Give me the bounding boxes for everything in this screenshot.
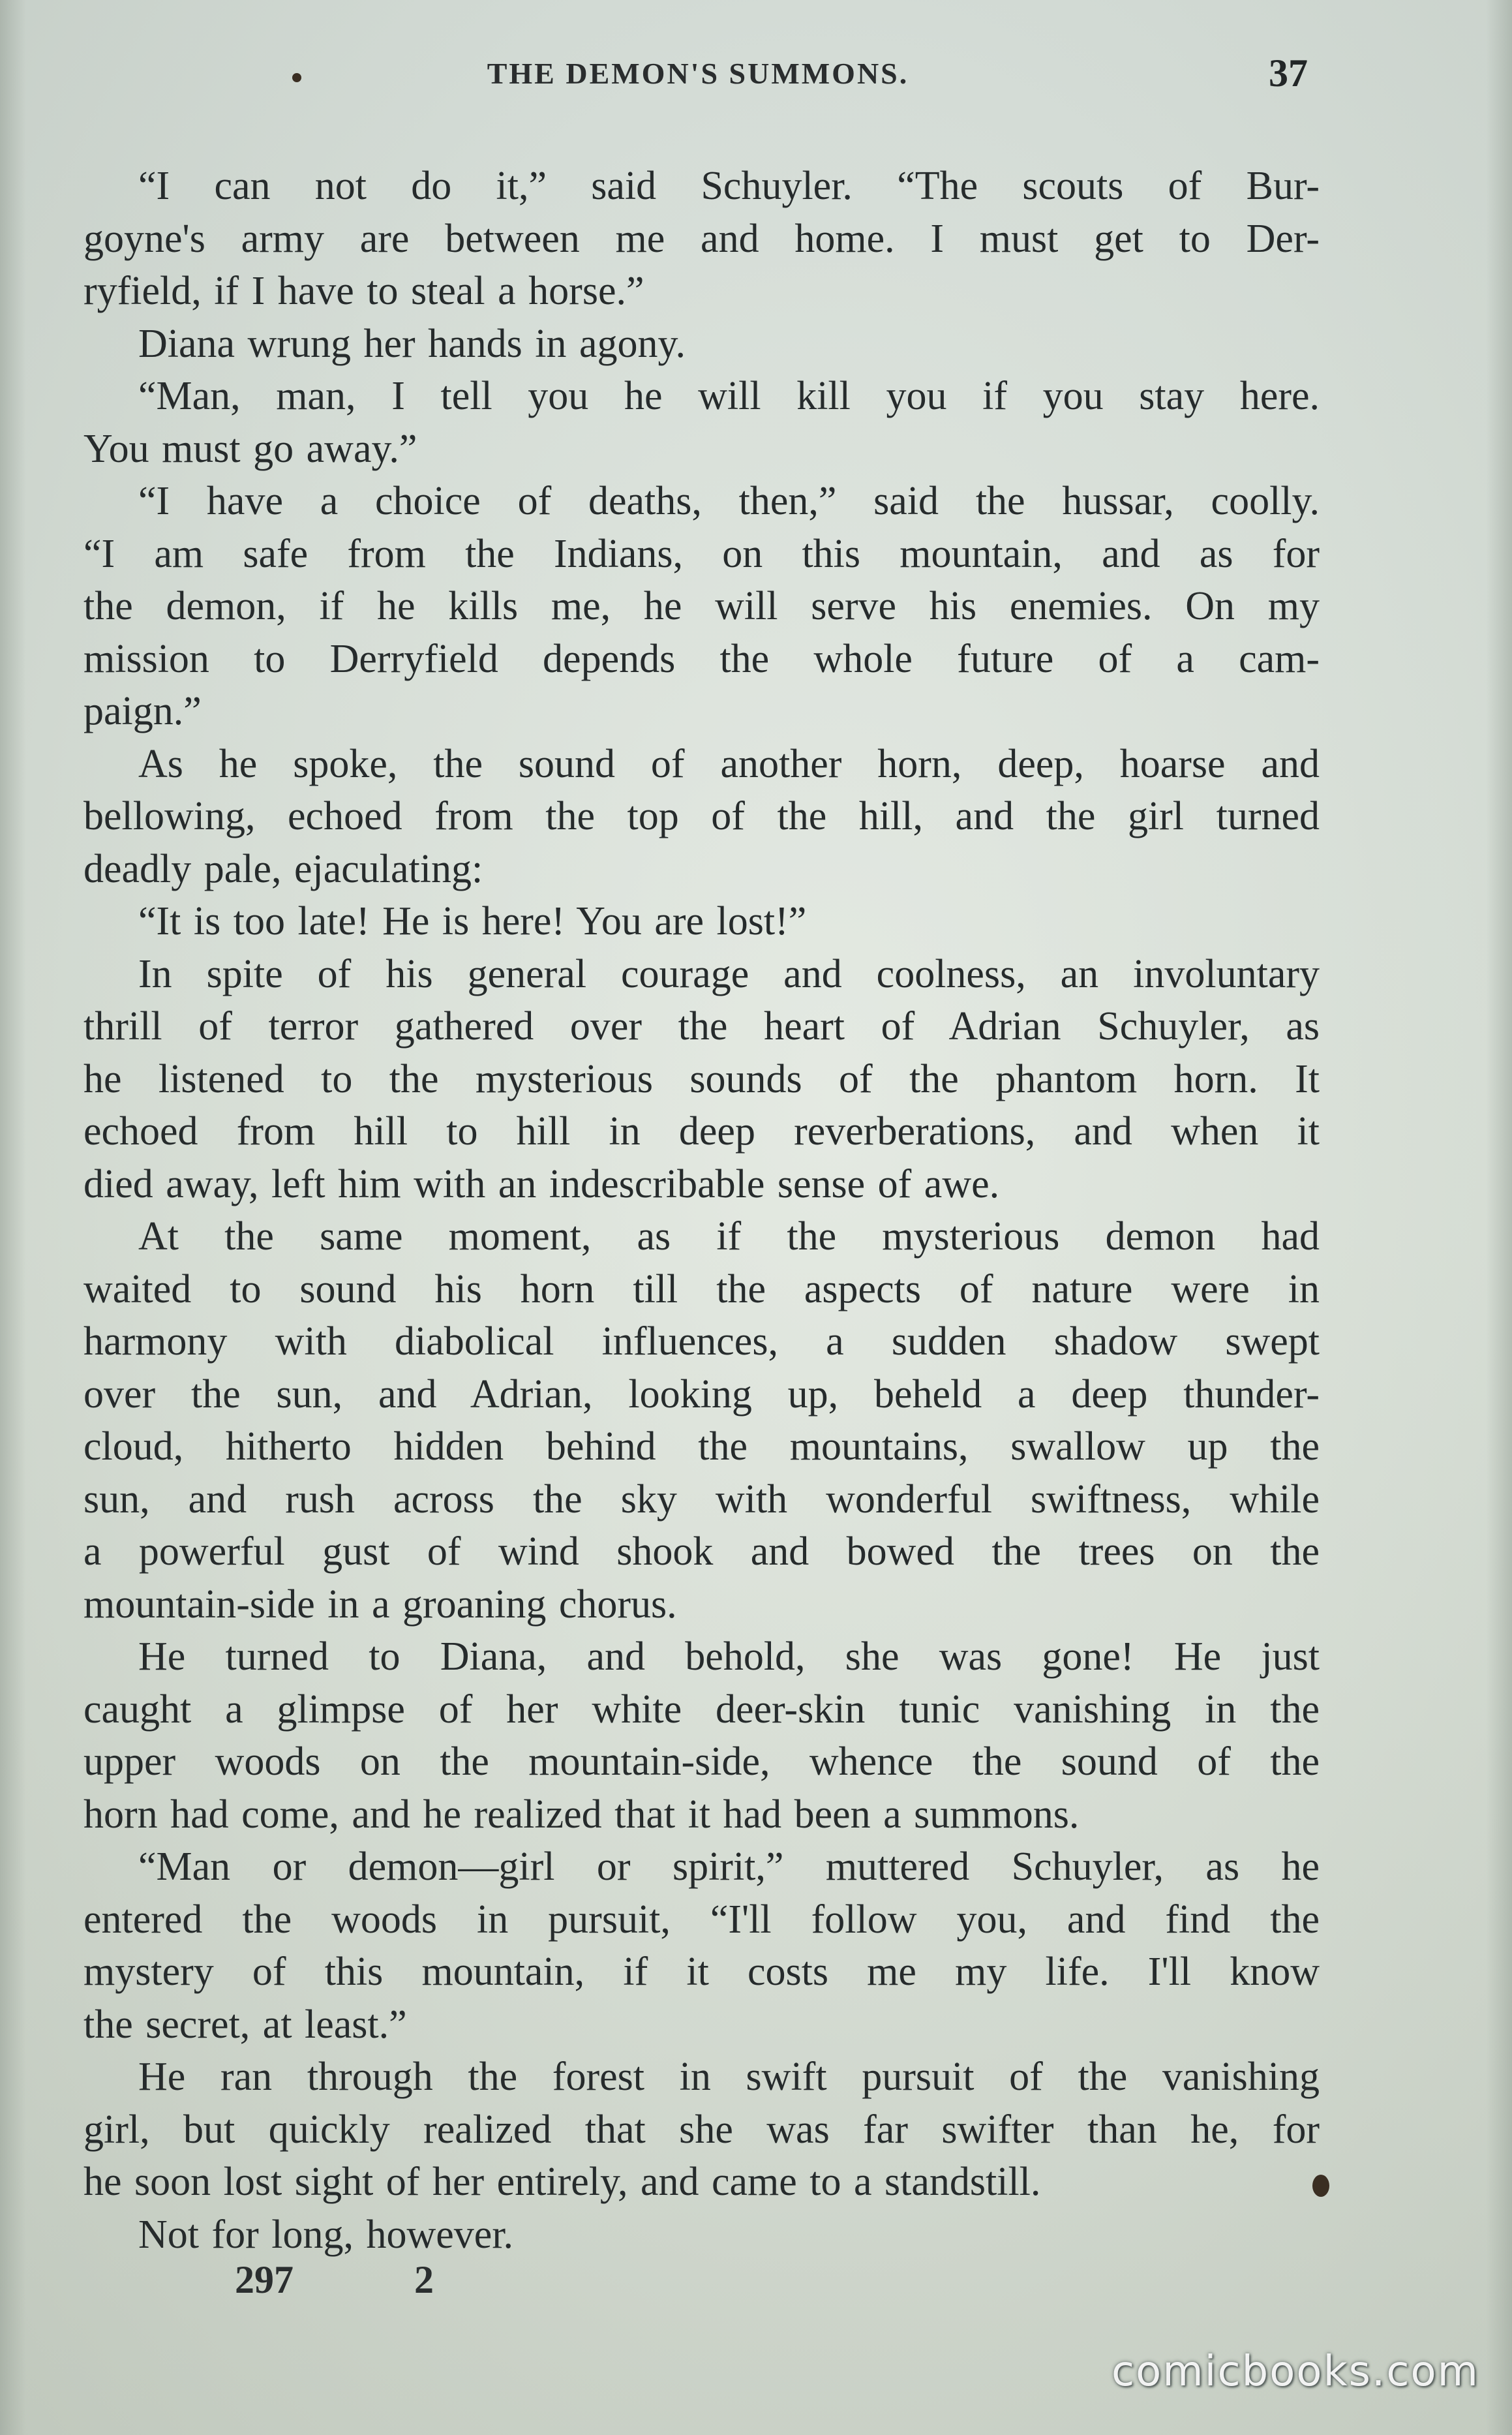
text-line: a powerful gust of wind shook and bowed the trees on the (83, 1529, 1320, 1574)
text-line: Not for long, however. (138, 2212, 514, 2257)
text-line: the demon, if he kills me, he will serve his enemies. On my (83, 584, 1320, 628)
text-line: horn had come, and he realized that it had been a summons. (83, 1792, 1080, 1837)
page-shadow-left (0, 0, 26, 2435)
text-line: the secret, at least.” (83, 2002, 407, 2047)
signature-mark: 2 (414, 2258, 434, 2301)
text-line: goyne's army are between me and home. I must get to Der- (83, 216, 1320, 261)
text-line: As he spoke, the sound of another horn, deep, hoarse and (138, 741, 1320, 786)
text-line: entered the woods in pursuit, “I'll follow you, and find the (83, 1897, 1320, 1942)
text-line: He turned to Diana, and behold, she was gone! He just (138, 1634, 1320, 1679)
signature-marks (235, 2258, 554, 2303)
running-head-title: THE DEMON'S SUMMONS. (487, 57, 909, 90)
text-line: echoed from hill to hill in deep reverberations, and when it (83, 1109, 1320, 1154)
text-line: Diana wrung her hands in agony. (138, 321, 686, 366)
text-line: “Man or demon—girl or spirit,” muttered Schuyler, as he (138, 1845, 1320, 1889)
signature-number: 297 (235, 2258, 294, 2301)
watermark-logo: comicbooks.com (1111, 2348, 1479, 2396)
text-line: “It is too late! He is here! You are lost!” (138, 899, 807, 943)
text-line: he soon lost sight of her entirely, and came to a standstill. (83, 2160, 1041, 2204)
ink-blot (1312, 2175, 1329, 2197)
text-line: In spite of his general courage and coolness, an involuntary (138, 951, 1320, 996)
text-line: “Man, man, I tell you he will kill you if you stay here. (138, 374, 1320, 418)
text-line: At the same moment, as if the mysterious demon had (138, 1214, 1320, 1259)
text-line: mystery of this mountain, if it costs me my life. I'll know (83, 1950, 1320, 1994)
text-line: caught a glimpse of her white deer-skin tunic vanishing in the (83, 1687, 1320, 1732)
text-line: “I can not do it,” said Schuyler. “The scouts of Bur- (138, 164, 1320, 208)
text-line: he listened to the mysterious sounds of the phantom horn. It (83, 1056, 1320, 1101)
text-line: “I am safe from the Indians, on this mountain, and as for (83, 531, 1320, 576)
text-line: thrill of terror gathered over the heart of Adrian Schuyler, as (83, 1004, 1320, 1049)
text-line: mission to Derryfield depends the whole future of a cam- (83, 636, 1320, 681)
text-line: over the sun, and Adrian, looking up, beheld a deep thunder- (83, 1371, 1320, 1417)
body-text (83, 160, 1320, 2261)
text-line: “I have a choice of deaths, then,” said the hussar, coolly. (138, 479, 1320, 523)
ink-speck (292, 73, 301, 82)
text-line: deadly pale, ejaculating: (83, 846, 483, 891)
text-line: upper woods on the mountain-side, whence the sound of the (83, 1739, 1320, 1784)
text-line: mountain-side in a groaning chorus. (83, 1582, 677, 1627)
text-line: bellowing, echoed from the top of the hill, and the girl turned (83, 794, 1320, 838)
text-line: harmony with diabolical influences, a sudden shadow swept (83, 1319, 1320, 1364)
text-line: paign.” (83, 689, 202, 733)
text-line: died away, left him with an indescribable sense of awe. (83, 1161, 1000, 1206)
text-line: ryfield, if I have to steal a horse.” (83, 269, 644, 313)
text-line: You must go away.” (83, 426, 417, 471)
page-number: 37 (1269, 52, 1308, 95)
text-line: He ran through the forest in swift pursuit of the vanishing (138, 2055, 1320, 2099)
text-line: waited to sound his horn till the aspects of nature were in (83, 1266, 1320, 1311)
text-line: girl, but quickly realized that she was far swifter than he, for (83, 2107, 1320, 2152)
page-shadow-right (1486, 0, 1512, 2435)
text-line: cloud, hitherto hidden behind the mountains, swallow up the (83, 1424, 1320, 1469)
text-line: sun, and rush across the sky with wonderful swiftness, while (83, 1477, 1320, 1522)
